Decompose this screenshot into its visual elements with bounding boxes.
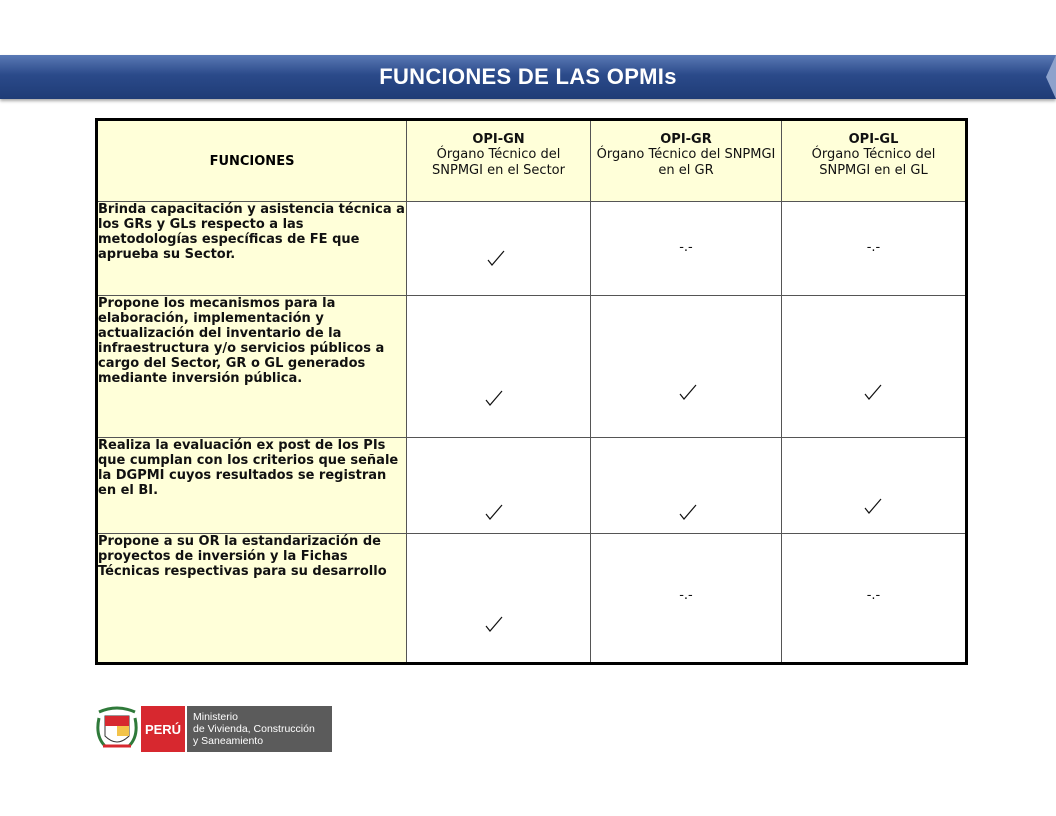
header-code: OPI-GR — [660, 132, 712, 147]
header-code: OPI-GN — [472, 132, 525, 147]
dash-text: -.- — [866, 240, 881, 255]
function-text: Realiza la evaluación ex post de los PIs que cumplan con los criterios que señale la DGPMI cuyos resultados se registran en el BI. — [97, 438, 407, 534]
check-icon — [485, 390, 503, 406]
ministry-line: y Saneamiento — [193, 735, 264, 747]
header-desc: Órgano Técnico del SNPMGI en el GL — [811, 147, 936, 178]
check-icon — [485, 616, 503, 632]
check-icon — [679, 504, 697, 520]
cell-opi-gl — [782, 296, 967, 438]
table-header-row — [97, 120, 967, 202]
cell-opi-gl — [782, 438, 967, 534]
banner-right-edge — [1046, 55, 1056, 99]
cell-opi-gl — [782, 534, 967, 664]
header-funciones: FUNCIONES — [97, 120, 407, 202]
table-row — [97, 534, 967, 664]
dash-text: -.- — [679, 588, 693, 603]
functions-table — [95, 118, 968, 665]
header-desc: Órgano Técnico del SNPMGI en el GR — [596, 147, 776, 178]
dash-text: -.- — [866, 588, 881, 603]
function-text: Propone los mecanismos para la elaboración, implementación y actualización del inventario de la infraestructura y/o servicios públicos a cargo del Sector, GR o GL generados mediante inversión pública. — [97, 296, 407, 438]
cell-opi-gr — [591, 202, 782, 296]
header-opi-gn — [407, 120, 591, 202]
function-text: Propone a su OR la estandarización de proyectos de inversión y la Fichas Técnicas respectivas para su desarrollo — [97, 534, 407, 664]
cell-opi-gr — [591, 534, 782, 664]
coat-of-arms-icon — [95, 706, 139, 752]
cell-opi-gn — [407, 296, 591, 438]
cell-opi-gn — [407, 438, 591, 534]
cell-opi-gn — [407, 534, 591, 664]
ministry-name — [187, 706, 332, 752]
page-title: FUNCIONES DE LAS OPMIs — [379, 64, 677, 89]
check-icon — [864, 498, 882, 514]
header-opi-gl — [782, 120, 967, 202]
check-icon — [679, 384, 697, 400]
title-banner — [0, 55, 1056, 99]
cell-opi-gl — [782, 202, 967, 296]
peru-badge: PERÚ — [141, 706, 185, 752]
header-opi-gr — [591, 120, 782, 202]
header-desc: Órgano Técnico del SNPMGI en el Sector — [432, 147, 565, 178]
table-row — [97, 438, 967, 534]
header-code: OPI-GL — [848, 132, 899, 147]
table-row — [97, 296, 967, 438]
table-row — [97, 202, 967, 296]
ministry-line: Ministerio — [193, 711, 238, 723]
function-text: Brinda capacitación y asistencia técnica a los GRs y GLs respecto a las metodologías específicas de FE que aprueba su Sector. — [97, 202, 407, 296]
cell-opi-gr — [591, 296, 782, 438]
ministry-line: de Vivienda, Construcción — [193, 723, 315, 735]
cell-opi-gn — [407, 202, 591, 296]
check-icon — [487, 250, 505, 266]
cell-opi-gr — [591, 438, 782, 534]
ministry-logo — [95, 704, 335, 754]
dash-text: -.- — [679, 240, 693, 255]
check-icon — [864, 384, 882, 400]
check-icon — [485, 504, 503, 520]
